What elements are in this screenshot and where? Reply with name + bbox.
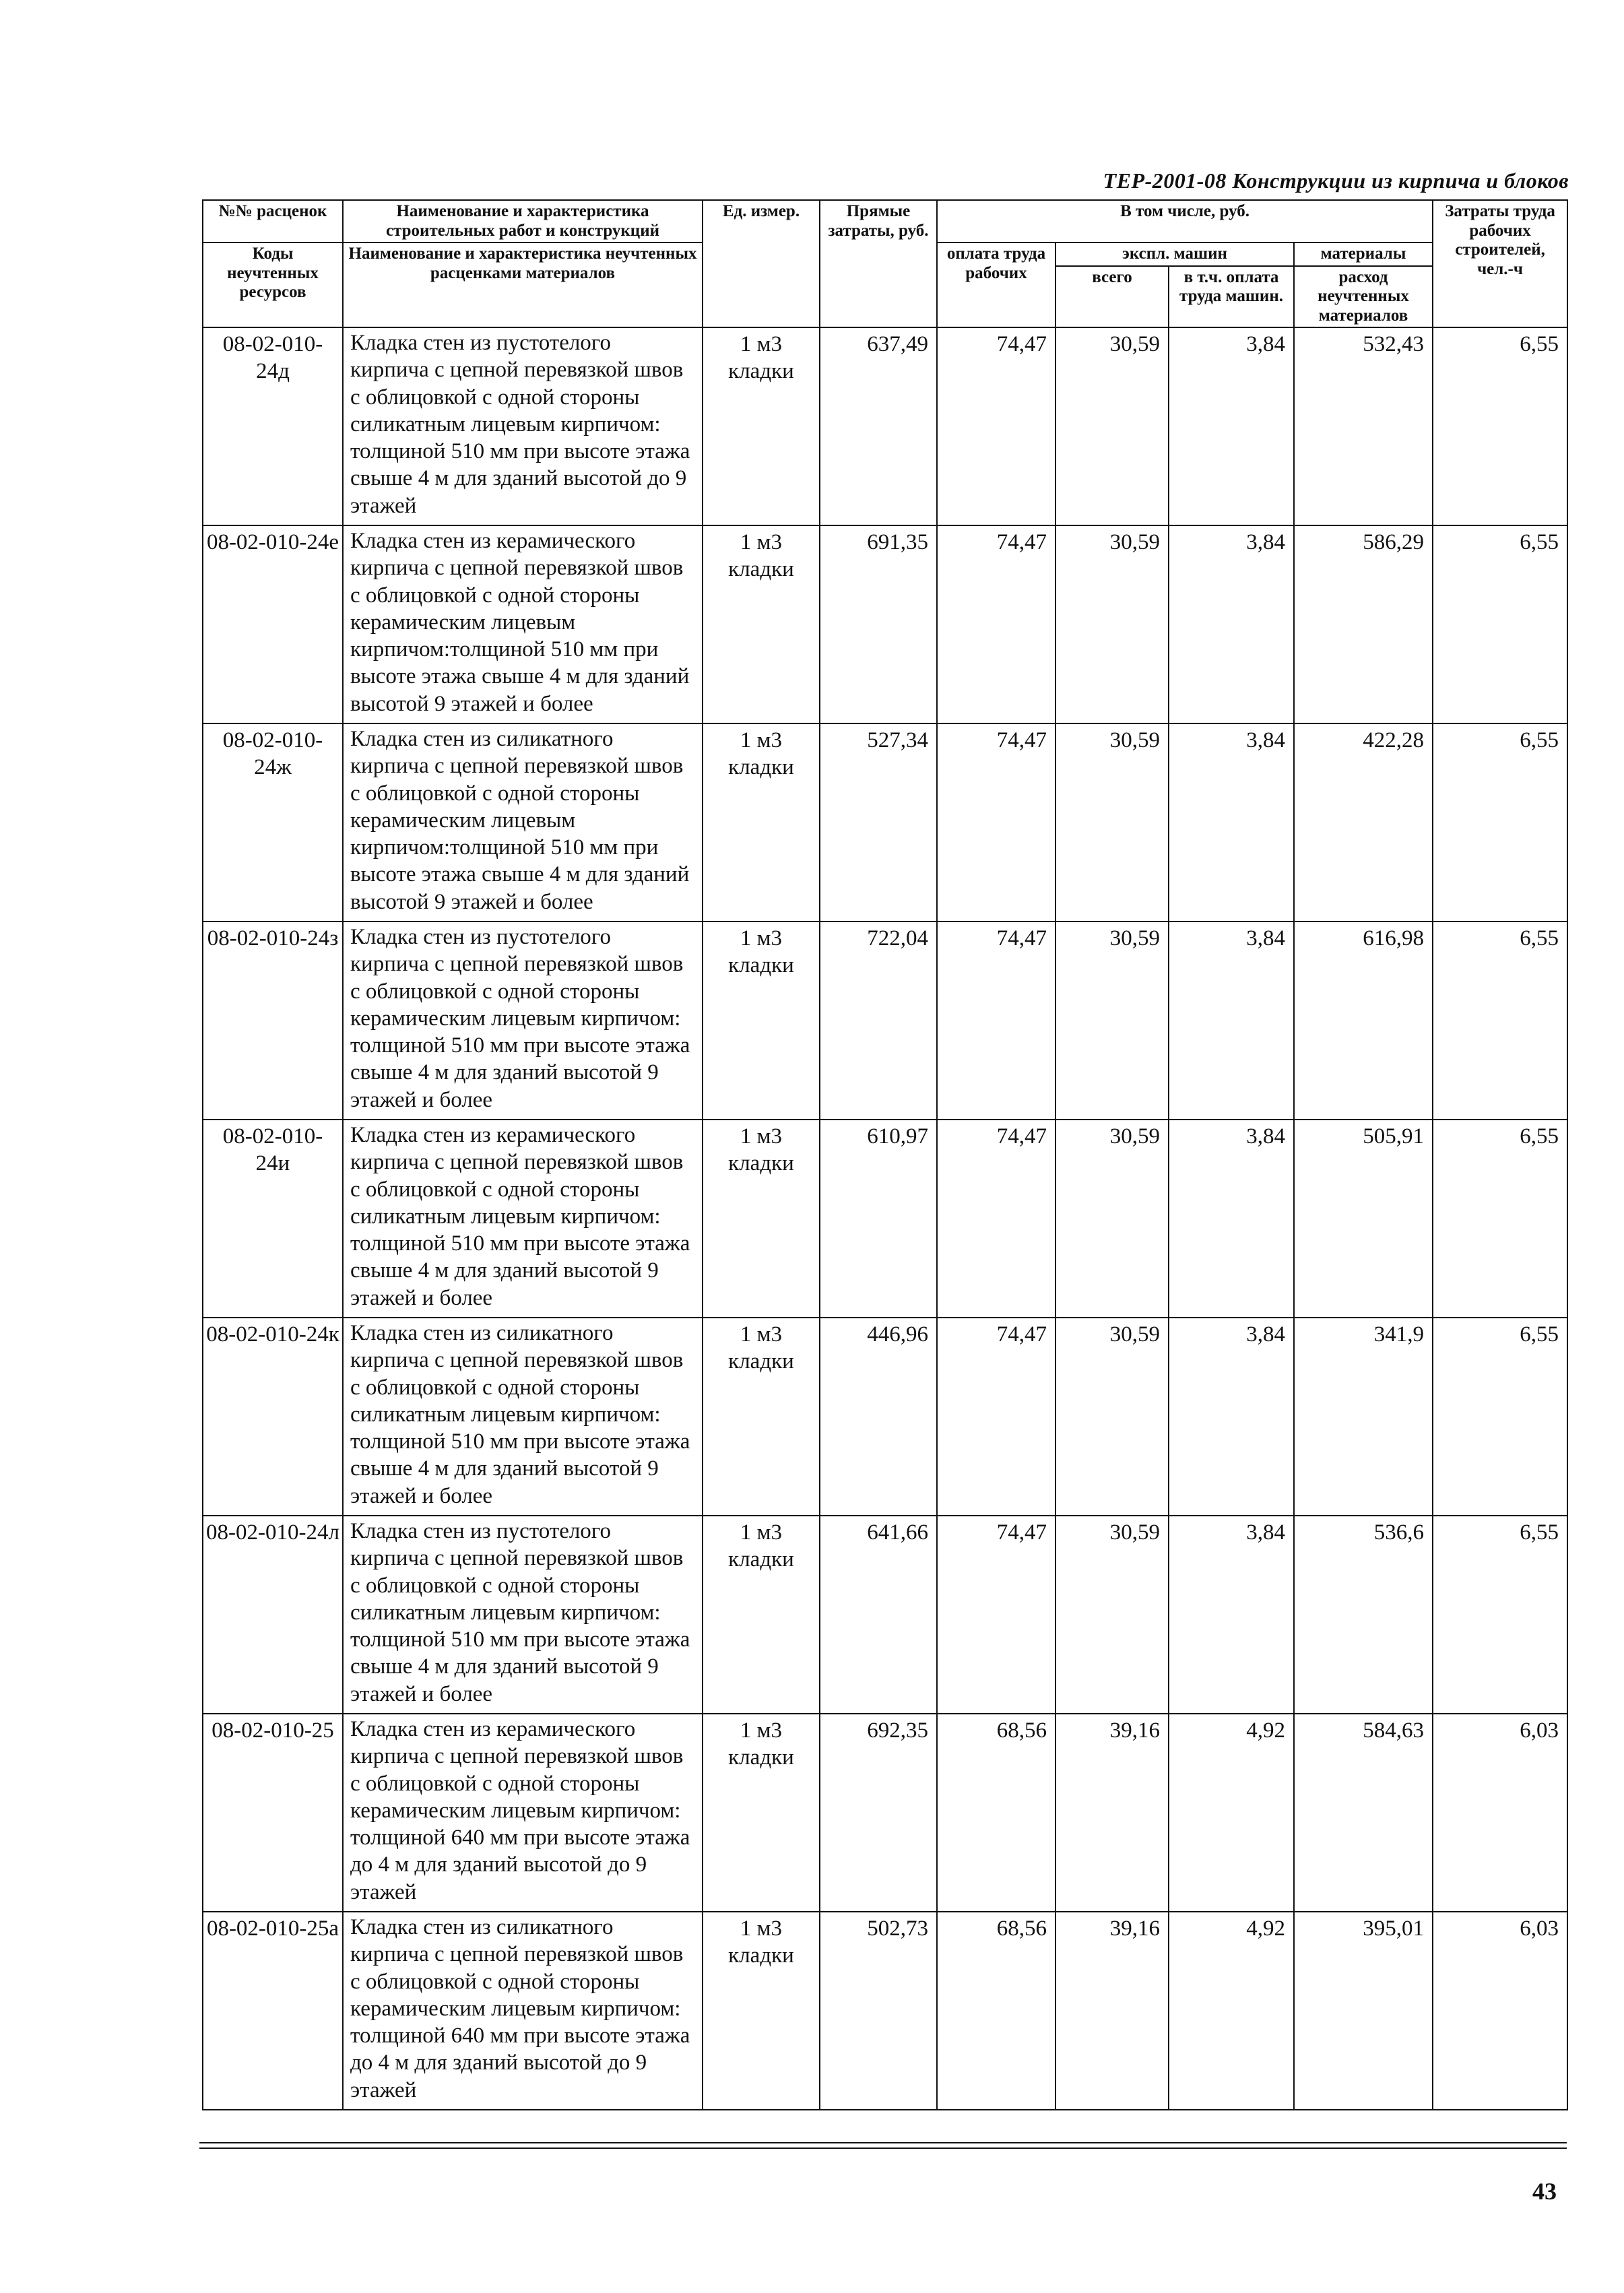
rate-code: 08-02-010-24з (203, 922, 343, 1120)
materials-cost: 505,91 (1294, 1120, 1433, 1318)
table-row (203, 1318, 1567, 1516)
labor-hours: 6,03 (1433, 1912, 1567, 2110)
header-code-top: №№ расценок (203, 200, 343, 243)
rate-code: 08-02-010-25а (203, 1912, 343, 2110)
machine-operator-wages: 4,92 (1169, 1912, 1294, 2110)
materials-cost: 586,29 (1294, 525, 1433, 723)
unit-of-measure: 1 м3 кладки (703, 327, 820, 525)
unit-of-measure: 1 м3 кладки (703, 1318, 820, 1516)
header-materials-unaccounted: расход неучтенных материалов (1294, 266, 1433, 328)
direct-costs: 692,35 (820, 1714, 937, 1912)
machine-operation-total: 30,59 (1055, 327, 1169, 525)
header-labor: Затраты труда рабочих строителей, чел.-ч (1433, 200, 1567, 327)
page-number: 43 (1532, 2178, 1557, 2205)
table-row (203, 327, 1567, 525)
rate-code: 08-02-010-24е (203, 525, 343, 723)
header-machines-total: всего (1055, 266, 1169, 328)
materials-cost: 422,28 (1294, 723, 1433, 922)
work-description: Кладка стен из силикатного кирпича с цепной перевязкой швов с облицовкой с одной стороны керамическим лицевым кирпичом:толщиной 510 мм при высоте этажа свыше 4 м для зданий высотой 9 этажей и более (343, 723, 703, 922)
unit-of-measure: 1 м3 кладки (703, 525, 820, 723)
direct-costs: 502,73 (820, 1912, 937, 2110)
header-direct-costs: Прямые затраты, руб. (820, 200, 937, 327)
table-row (203, 723, 1567, 922)
machine-operator-wages: 4,92 (1169, 1714, 1294, 1912)
work-description: Кладка стен из керамического кирпича с цепной перевязкой швов с облицовкой с одной стороны керамическим лицевым кирпичом: толщиной 640 мм при высоте этажа до 4 м для зданий высотой до 9 этажей (343, 1714, 703, 1912)
machine-operation-total: 30,59 (1055, 922, 1169, 1120)
labor-hours: 6,55 (1433, 525, 1567, 723)
machine-operation-total: 30,59 (1055, 525, 1169, 723)
direct-costs: 637,49 (820, 327, 937, 525)
table-row (203, 525, 1567, 723)
header-including: В том числе, руб. (937, 200, 1433, 243)
work-description: Кладка стен из пустотелого кирпича с цепной перевязкой швов с облицовкой с одной стороны силикатным лицевым кирпичом: толщиной 510 мм при высоте этажа свыше 4 м для зданий высотой до 9 этажей (343, 327, 703, 525)
worker-wages: 74,47 (937, 1516, 1055, 1714)
machine-operator-wages: 3,84 (1169, 525, 1294, 723)
unit-of-measure: 1 м3 кладки (703, 922, 820, 1120)
header-name-top: Наименование и характеристика строительных работ и конструкций (343, 200, 703, 243)
header-code-bottom: Коды неучтенных ресурсов (203, 243, 343, 327)
machine-operator-wages: 3,84 (1169, 327, 1294, 525)
machine-operator-wages: 3,84 (1169, 1120, 1294, 1318)
worker-wages: 74,47 (937, 922, 1055, 1120)
table-row (203, 1714, 1567, 1912)
machine-operator-wages: 3,84 (1169, 922, 1294, 1120)
rate-code: 08-02-010-25 (203, 1714, 343, 1912)
header-name-bottom: Наименование и характеристика неучтенных расценками материалов (343, 243, 703, 327)
header-unit: Ед. измер. (703, 200, 820, 327)
materials-cost: 341,9 (1294, 1318, 1433, 1516)
footer-rule (199, 2147, 1567, 2149)
direct-costs: 446,96 (820, 1318, 937, 1516)
materials-cost: 532,43 (1294, 327, 1433, 525)
worker-wages: 74,47 (937, 525, 1055, 723)
table-row (203, 1516, 1567, 1714)
table-body (203, 327, 1567, 2110)
labor-hours: 6,55 (1433, 1516, 1567, 1714)
labor-hours: 6,55 (1433, 922, 1567, 1120)
direct-costs: 691,35 (820, 525, 937, 723)
labor-hours: 6,55 (1433, 1120, 1567, 1318)
work-description: Кладка стен из пустотелого кирпича с цепной перевязкой швов с облицовкой с одной стороны керамическим лицевым кирпичом: толщиной 510 мм при высоте этажа свыше 4 м для зданий высотой 9 этажей и более (343, 922, 703, 1120)
machine-operator-wages: 3,84 (1169, 723, 1294, 922)
machine-operation-total: 30,59 (1055, 1120, 1169, 1318)
machine-operation-total: 30,59 (1055, 1516, 1169, 1714)
work-description: Кладка стен из пустотелого кирпича с цепной перевязкой швов с облицовкой с одной стороны силикатным лицевым кирпичом: толщиной 510 мм при высоте этажа свыше 4 м для зданий высотой 9 этажей и более (343, 1516, 703, 1714)
worker-wages: 68,56 (937, 1912, 1055, 2110)
direct-costs: 610,97 (820, 1120, 937, 1318)
rate-code: 08-02-010-24к (203, 1318, 343, 1516)
worker-wages: 74,47 (937, 327, 1055, 525)
table-header (203, 200, 1567, 327)
worker-wages: 68,56 (937, 1714, 1055, 1912)
materials-cost: 536,6 (1294, 1516, 1433, 1714)
labor-hours: 6,03 (1433, 1714, 1567, 1912)
header-materials: материалы (1294, 243, 1433, 266)
rates-table (202, 199, 1568, 2110)
rate-code: 08-02-010-24д (203, 327, 343, 525)
materials-cost: 395,01 (1294, 1912, 1433, 2110)
unit-of-measure: 1 м3 кладки (703, 723, 820, 922)
rate-code: 08-02-010-24и (203, 1120, 343, 1318)
work-description: Кладка стен из силикатного кирпича с цепной перевязкой швов с облицовкой с одной стороны керамическим лицевым кирпичом: толщиной 640 мм при высоте этажа до 4 м для зданий высотой до 9 этажей (343, 1912, 703, 2110)
unit-of-measure: 1 м3 кладки (703, 1714, 820, 1912)
header-machines: экспл. машин (1055, 243, 1294, 266)
machine-operation-total: 39,16 (1055, 1714, 1169, 1912)
footer-rule (199, 2142, 1567, 2143)
rate-code: 08-02-010-24л (203, 1516, 343, 1714)
machine-operation-total: 30,59 (1055, 723, 1169, 922)
running-header: ТЕР-2001-08 Конструкции из кирпича и блоков (1103, 168, 1569, 193)
unit-of-measure: 1 м3 кладки (703, 1912, 820, 2110)
labor-hours: 6,55 (1433, 1318, 1567, 1516)
labor-hours: 6,55 (1433, 723, 1567, 922)
direct-costs: 641,66 (820, 1516, 937, 1714)
work-description: Кладка стен из керамического кирпича с цепной перевязкой швов с облицовкой с одной стороны силикатным лицевым кирпичом: толщиной 510 мм при высоте этажа свыше 4 м для зданий высотой 9 этажей и более (343, 1120, 703, 1318)
work-description: Кладка стен из керамического кирпича с цепной перевязкой швов с облицовкой с одной стороны керамическим лицевым кирпичом:толщиной 510 мм при высоте этажа свыше 4 м для зданий высотой 9 этажей и более (343, 525, 703, 723)
machine-operator-wages: 3,84 (1169, 1516, 1294, 1714)
worker-wages: 74,47 (937, 1120, 1055, 1318)
machine-operation-total: 30,59 (1055, 1318, 1169, 1516)
table-row (203, 922, 1567, 1120)
machine-operation-total: 39,16 (1055, 1912, 1169, 2110)
header-machines-wages: в т.ч. оплата труда машин. (1169, 266, 1294, 328)
materials-cost: 616,98 (1294, 922, 1433, 1120)
unit-of-measure: 1 м3 кладки (703, 1516, 820, 1714)
table-row (203, 1912, 1567, 2110)
header-wages: оплата труда рабочих (937, 243, 1055, 327)
labor-hours: 6,55 (1433, 327, 1567, 525)
table-row (203, 1120, 1567, 1318)
worker-wages: 74,47 (937, 1318, 1055, 1516)
direct-costs: 527,34 (820, 723, 937, 922)
rate-code: 08-02-010-24ж (203, 723, 343, 922)
work-description: Кладка стен из силикатного кирпича с цепной перевязкой швов с облицовкой с одной стороны силикатным лицевым кирпичом: толщиной 510 мм при высоте этажа свыше 4 м для зданий высотой 9 этажей и более (343, 1318, 703, 1516)
worker-wages: 74,47 (937, 723, 1055, 922)
direct-costs: 722,04 (820, 922, 937, 1120)
materials-cost: 584,63 (1294, 1714, 1433, 1912)
unit-of-measure: 1 м3 кладки (703, 1120, 820, 1318)
machine-operator-wages: 3,84 (1169, 1318, 1294, 1516)
